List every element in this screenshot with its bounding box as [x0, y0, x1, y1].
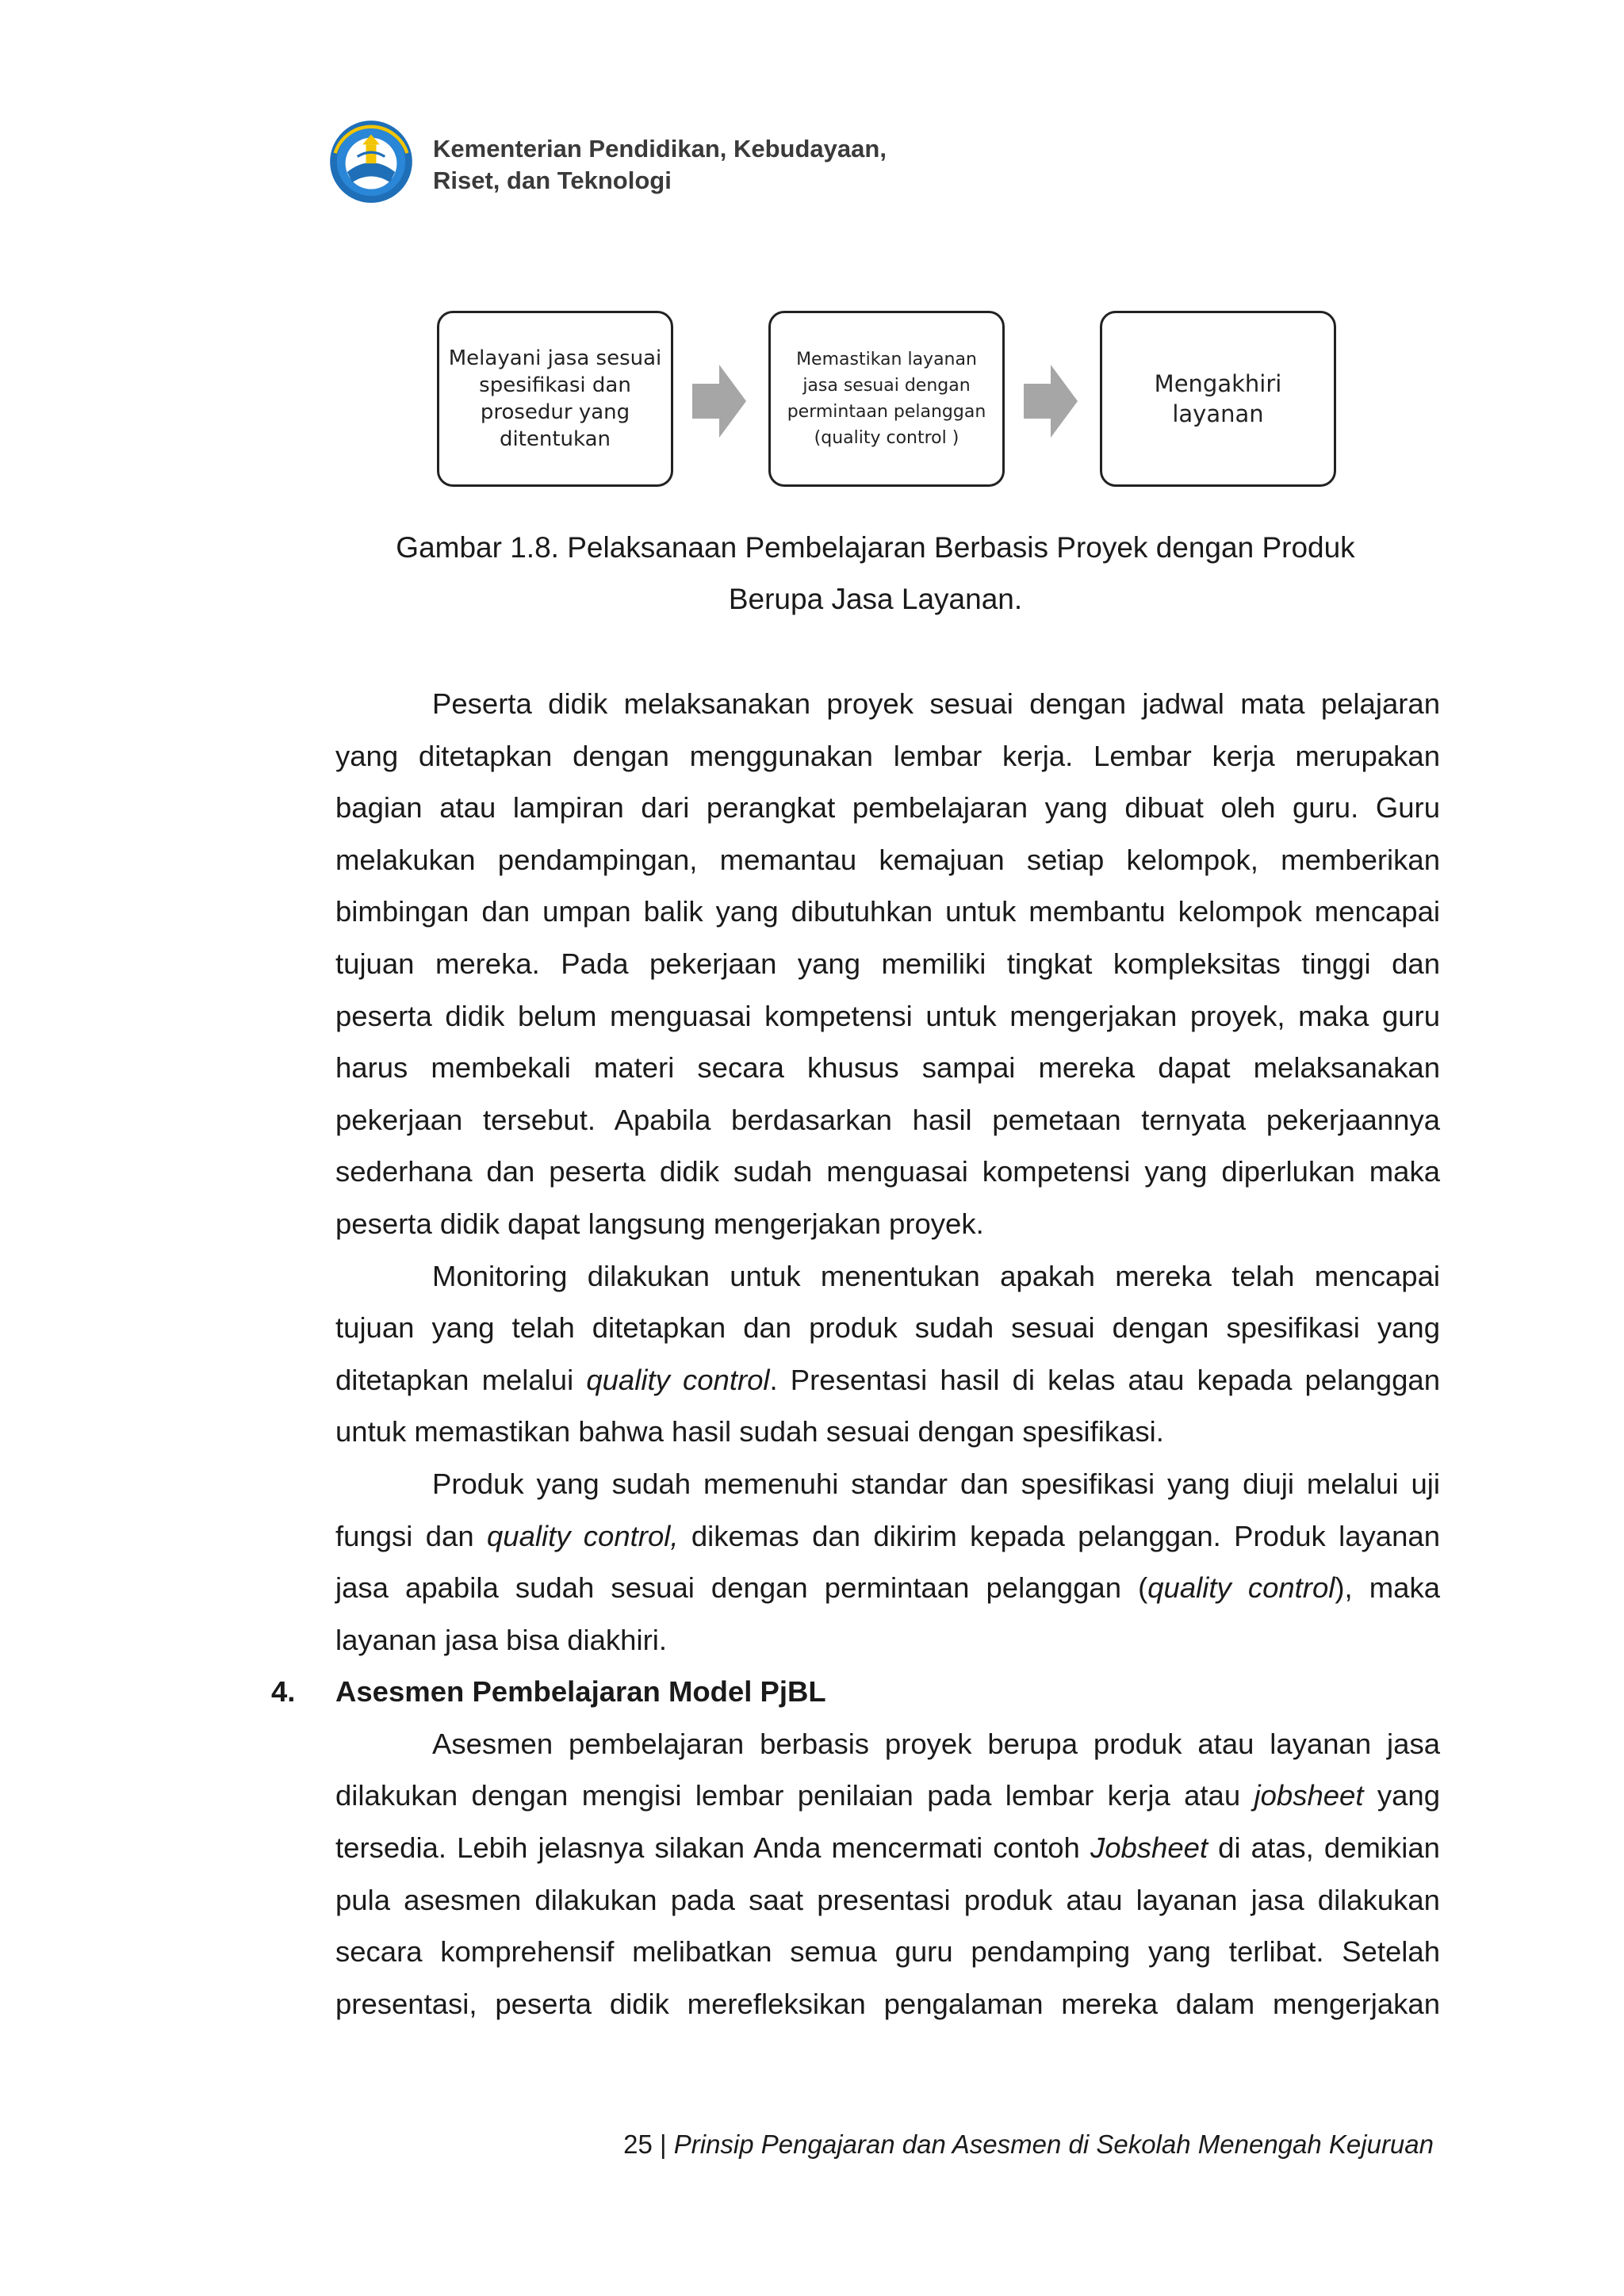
text-run: fungsi dan: [335, 1519, 487, 1552]
flow-step-end-service: [1100, 311, 1336, 487]
paragraph-1-line: yang ditetapkan dengan menggunakan lembar kerja. Lembar kerja merupakan: [335, 739, 1440, 772]
text-run: tersedia. Lebih jelasnya silakan Anda mencermati contoh: [335, 1831, 1090, 1865]
book-title: Prinsip Pengajaran dan Asesmen di Sekolah Menengah Kejuruan: [673, 2130, 1434, 2159]
text-run: ditetapkan melalui: [335, 1363, 587, 1396]
paragraph-1-line: pekerjaan tersebut. Apabila berdasarkan hasil pemetaan ternyata pekerjaannya: [335, 1103, 1440, 1136]
italic-term: quality control,: [486, 1519, 679, 1552]
italic-term: quality control: [1147, 1571, 1335, 1605]
paragraph-3-line: [335, 1510, 1440, 1563]
caption-line-2: Berupa Jasa Layanan.: [728, 583, 1023, 615]
page-number: 25: [623, 2130, 653, 2159]
flow-step-text: Mengakhiri: [1154, 370, 1282, 397]
flow-step-text: layanan: [1172, 400, 1264, 427]
italic-term: Jobsheet: [1090, 1831, 1208, 1865]
ministry-line-1: Kementerian Pendidikan, Kebudayaan,: [433, 135, 887, 163]
section-number: 4.: [271, 1675, 296, 1709]
paragraph-3-line: layanan jasa bisa diakhiri.: [335, 1623, 667, 1656]
right-arrow-icon: [1024, 365, 1078, 438]
flow-step-serve-service: [437, 311, 673, 487]
paragraph-1-line: bimbingan dan umpan balik yang dibutuhkan untuk membantu kelompok mencapai: [335, 895, 1440, 928]
italic-term: quality control: [586, 1363, 770, 1396]
paragraph-1-line: sederhana dan peserta didik sudah menguasai kompetensi yang diperlukan maka: [335, 1155, 1440, 1188]
caption-line-1: Gambar 1.8. Pelaksanaan Pembelajaran Berbasis Proyek dengan Produk: [396, 531, 1355, 564]
paragraph-1-line: bagian atau lampiran dari perangkat pembelajaran yang dibuat oleh guru. Guru: [335, 791, 1440, 825]
body-text: [271, 678, 1440, 2030]
paragraph-4-line: [335, 1822, 1440, 1874]
paragraph-2-line: untuk memastikan bahwa hasil sudah sesuai dengan spesifikasi.: [335, 1415, 1164, 1448]
right-arrow-icon: [692, 365, 746, 438]
paragraph-1-line: harus membekali materi secara khusus sampai mereka dapat melaksanakan: [335, 1051, 1440, 1085]
paragraph-4-line: [335, 1770, 1440, 1822]
flow-step-quality-control: [768, 311, 1005, 487]
paragraph-4-line: presentasi, peserta didik merefleksikan pengalaman mereka dalam mengerjakan: [335, 1987, 1440, 2020]
paragraph-1-line: Peserta didik melaksanakan proyek sesuai dengan jadwal mata pelajaran: [432, 687, 1440, 720]
paragraph-4-line: pula asesmen dilakukan pada saat presentasi produk atau layanan jasa dilakukan: [335, 1883, 1440, 1916]
text-run: . Presentasi hasil di kelas atau kepada pelanggan: [769, 1363, 1440, 1396]
text-run: jasa apabila sudah sesuai dengan permintaan pelanggan (: [335, 1571, 1148, 1605]
section-heading: [271, 1666, 1440, 1718]
text-run: ), maka: [1335, 1571, 1440, 1605]
text-run: dilakukan dengan mengisi lembar penilaian pada lembar kerja atau: [335, 1779, 1254, 1812]
paragraph-4-line: Asesmen pembelajaran berbasis proyek berupa produk atau layanan jasa: [432, 1727, 1440, 1760]
text-run: yang: [1363, 1779, 1440, 1812]
flow-diagram: [0, 0, 1624, 507]
ministry-line-2: Riset, dan Teknologi: [433, 166, 672, 194]
section-title: Asesmen Pembelajaran Model PjBL: [335, 1675, 826, 1709]
paragraph-1-line: peserta didik dapat langsung mengerjakan proyek.: [335, 1207, 984, 1240]
flow-step-text: ditentukan: [499, 427, 611, 451]
paragraph-3-line: Produk yang sudah memenuhi standar dan spesifikasi yang diuji melalui uji: [432, 1467, 1440, 1500]
paragraph-4-line: secara komprehensif melibatkan semua guru pendamping yang terlibat. Setelah: [335, 1935, 1440, 1969]
text-run: di atas, demikian: [1208, 1831, 1440, 1865]
paragraph-2-line: Monitoring dilakukan untuk menentukan apakah mereka telah mencapai: [432, 1259, 1440, 1292]
flow-step-text: prosedur yang: [480, 400, 630, 424]
paragraph-2-line: tujuan yang telah ditetapkan dan produk sudah sesuai dengan spesifikasi yang: [335, 1311, 1440, 1345]
flow-step-text: jasa sesuai dengan: [802, 376, 971, 396]
flow-step-text: Melayani jasa sesuai: [448, 346, 662, 370]
paragraph-1-line: tujuan mereka. Pada pekerjaan yang memiliki tingkat kompleksitas tinggi dan: [335, 947, 1440, 980]
page-footer: [584, 2125, 1434, 2164]
paragraph-1-line: melakukan pendampingan, memantau kemajuan setiap kelompok, memberikan: [335, 843, 1440, 876]
flow-step-text: Memastikan layanan: [796, 350, 977, 369]
footer-separator: |: [652, 2130, 674, 2159]
paragraph-2-line: [335, 1354, 1440, 1406]
text-run: dikemas dan dikirim kepada pelanggan. Produk layanan: [678, 1519, 1440, 1552]
paragraph-1-line: peserta didik belum menguasai kompetensi untuk mengerjakan proyek, maka guru: [335, 999, 1440, 1032]
flow-step-text: spesifikasi dan: [479, 373, 631, 397]
paragraph-3-line: [335, 1562, 1440, 1614]
figure-caption: [238, 522, 1513, 625]
flow-step-text: (quality control ): [814, 428, 959, 448]
italic-term: jobsheet: [1254, 1779, 1364, 1812]
flow-step-text: permintaan pelanggan: [787, 402, 986, 422]
